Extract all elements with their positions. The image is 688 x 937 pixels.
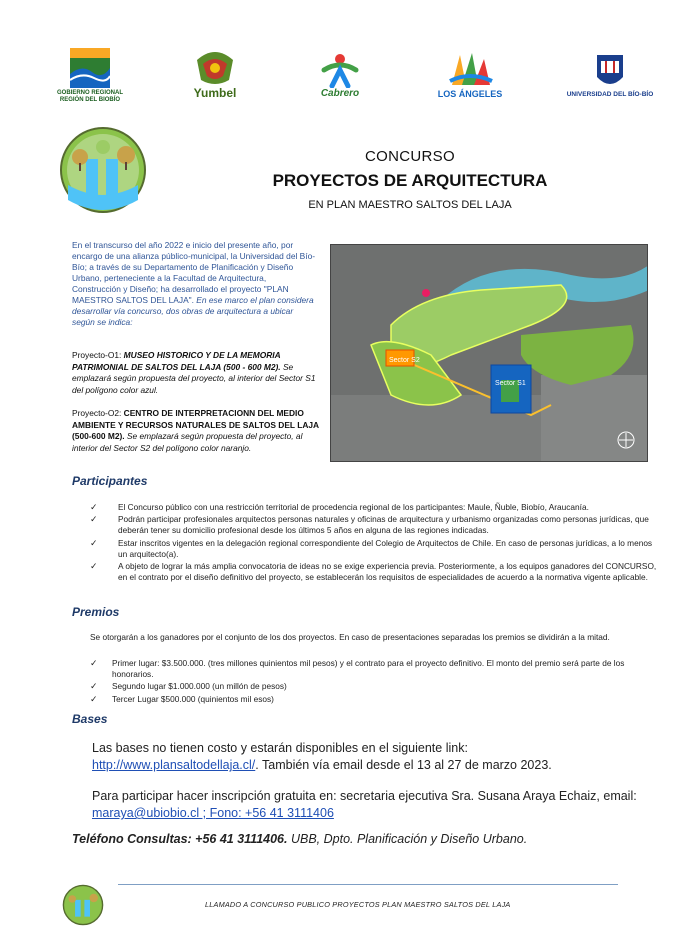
gore-caption: GOBIERNO REGIONAL REGIÓN DEL BIOBÍO — [56, 90, 123, 103]
bases-paragraph-1 — [92, 740, 662, 774]
participantes-heading: Participantes — [72, 474, 148, 488]
premios-item: ✓ Segundo lugar $1.000.000 (un millón de pesos) — [90, 681, 287, 692]
project-01-title: MUSEO HISTORICO Y DE LA MEMORIA PATRIMONIAL DE SALTOS DEL LAJA (500 - 600 M2). — [72, 350, 281, 372]
project-01-note: Se emplazará según propuesta del proyecto, al interior del Sector S1 del polígono color azul. — [72, 361, 316, 395]
cabrero-caption: Cabrero — [320, 87, 360, 99]
participantes-list — [90, 502, 660, 584]
los-angeles-caption: LOS ÁNGELES — [437, 89, 503, 99]
footer-divider — [118, 884, 618, 885]
bases-paragraph-2 — [92, 788, 662, 822]
footer-text: LLAMADO A CONCURSO PUBLICO PROYECTOS PLAN MAESTRO SALTOS DEL LAJA — [205, 900, 511, 909]
title-proyectos: PROYECTOS DE ARQUITECTURA — [272, 171, 548, 190]
check-icon: ✓ — [90, 514, 98, 525]
participantes-item: ✓ A objeto de lograr la más amplia convocatoria de ideas no se exige experiencia previa. Posteriormente, a los equipos ganadores del CONCURSO, en el contrato por el diseño definitivo del proyecto, se establecerán los requisitos de especialidades de acuerdo a la normativa vigente aplicable. — [90, 561, 657, 583]
logo-yumbel — [180, 45, 250, 105]
footer-emblem — [62, 884, 104, 926]
participantes-item: ✓ Podrán participar profesionales arquitectos personas naturales y oficinas de arquitectura y urbanismo organizadas como personas jurídicas, que deberán tener su domicilio profesional desde los últimos 5 años en alguna de las regiones indicadas. — [90, 514, 649, 536]
project-02-note: Se emplazará según propuesta del proyecto, al interior del Sector S2 del polígono color naranjo. — [72, 431, 303, 453]
phone-contact — [72, 832, 527, 846]
los-angeles-logo-icon — [446, 51, 494, 89]
logo-los-angeles — [430, 45, 510, 105]
yumbel-caption: Yumbel — [193, 86, 237, 100]
footer-waterfall-icon — [62, 884, 104, 926]
cabrero-logo-icon — [320, 52, 360, 88]
logo-ubb — [565, 45, 655, 105]
premios-item: ✓ Primer lugar: $3.500.000. (tres millones quinientos mil pesos) y el contrato para el proyecto definitivo. El monto del premio será parte de los honorarios. — [90, 658, 625, 680]
logo-gobierno-regional — [55, 45, 125, 105]
premios-item: ✓ Tercer Lugar $500.000 (quinientos mil esos) — [90, 693, 274, 704]
bases-text-2: Para participar hacer inscripción gratuita en: secretaria ejecutiva Sra. Susana Araya Echaiz, email: — [92, 789, 637, 803]
project-01-prefix: Proyecto-O1: — [72, 350, 124, 360]
saltos-del-laja-emblem — [58, 125, 148, 215]
gore-logo-icon — [68, 46, 112, 90]
project-01 — [72, 350, 322, 396]
bases-text-1: Las bases no tienen costo y estarán disponibles en el siguiente link: — [92, 741, 468, 755]
premios-list — [90, 658, 660, 706]
title-subtitle: EN PLAN MAESTRO SALTOS DEL LAJA — [308, 199, 512, 211]
check-icon: ✓ — [90, 537, 98, 548]
check-icon: ✓ — [90, 693, 98, 704]
title-block — [250, 148, 570, 211]
bases-heading: Bases — [72, 712, 108, 726]
aerial-map-graphic — [331, 245, 648, 462]
phone-bold: Teléfono Consultas: +56 41 3111406. — [72, 832, 288, 846]
title-concurso: CONCURSO — [365, 148, 455, 165]
ubb-caption: UNIVERSIDAD DEL BÍO-BÍO — [566, 90, 654, 98]
logos-row — [55, 45, 655, 105]
map-label-s2: Sector S2 — [389, 357, 420, 364]
bases-website-link[interactable]: http://www.plansaltodellaja.cl/ — [92, 758, 256, 772]
check-icon: ✓ — [90, 658, 98, 668]
logo-cabrero — [305, 45, 375, 105]
waterfall-emblem-icon — [58, 125, 148, 215]
check-icon: ✓ — [90, 502, 98, 512]
site-map-image — [330, 244, 648, 462]
project-02 — [72, 408, 322, 454]
phone-rest: UBB, Dpto. Planificación y Diseño Urbano. — [287, 832, 528, 846]
participantes-item: ✓ Estar inscritos vigentes en la delegación regional correspondiente del Colegio de Arquitectos de Chile. En caso de personas jurídicas, a lo menos un arquitecto(a). — [90, 537, 653, 559]
intro-italic: En ese marco el plan considera desarrollar vía concurso, dos obras de arquitectura a ubicar según se indica: — [72, 295, 314, 327]
participantes-item: ✓ El Concurso público con una restricción territorial de procedencia regional de los participantes: Maule, Ñuble, Biobío, Araucanía. — [90, 502, 589, 512]
bases-text-1-after: . También vía email desde el 13 al 27 de marzo 2023. — [255, 758, 552, 772]
check-icon: ✓ — [90, 681, 98, 692]
project-02-prefix: Proyecto-O2: — [72, 408, 124, 418]
map-label-s1: Sector S1 — [495, 380, 526, 387]
premios-intro: Se otorgarán a los ganadores por el conjunto de los dos proyectos. En caso de presentaciones separadas los premios se dividirán a la mitad. — [90, 632, 610, 642]
ubb-shield-icon — [595, 53, 625, 91]
contact-email-link[interactable]: maraya@ubiobio.cl ; Fono: +56 41 3111406 — [92, 806, 334, 820]
intro-paragraph — [72, 240, 317, 328]
yumbel-logo-icon — [193, 50, 237, 86]
intro-text: En el transcurso del año 2022 e inicio del presente año, por encargo de una alianza público-municipal, la Universidad del Bío-Bío; a través de su Departamento de Planificación y Diseño Urbano, perteneciente a la Facultad de Arquitectura, Construcción y Diseño; ha desarrollado el proyecto "PLAN MAESTRO SALTOS DEL LAJA". — [72, 240, 316, 305]
check-icon: ✓ — [90, 561, 98, 572]
project-02-title: CENTRO DE INTERPRETACIONN DEL MEDIO AMBIENTE Y RECURSOS NATURALES DE SALTOS DEL LAJA (500-600 M2). — [72, 408, 319, 441]
premios-heading: Premios — [72, 605, 120, 619]
